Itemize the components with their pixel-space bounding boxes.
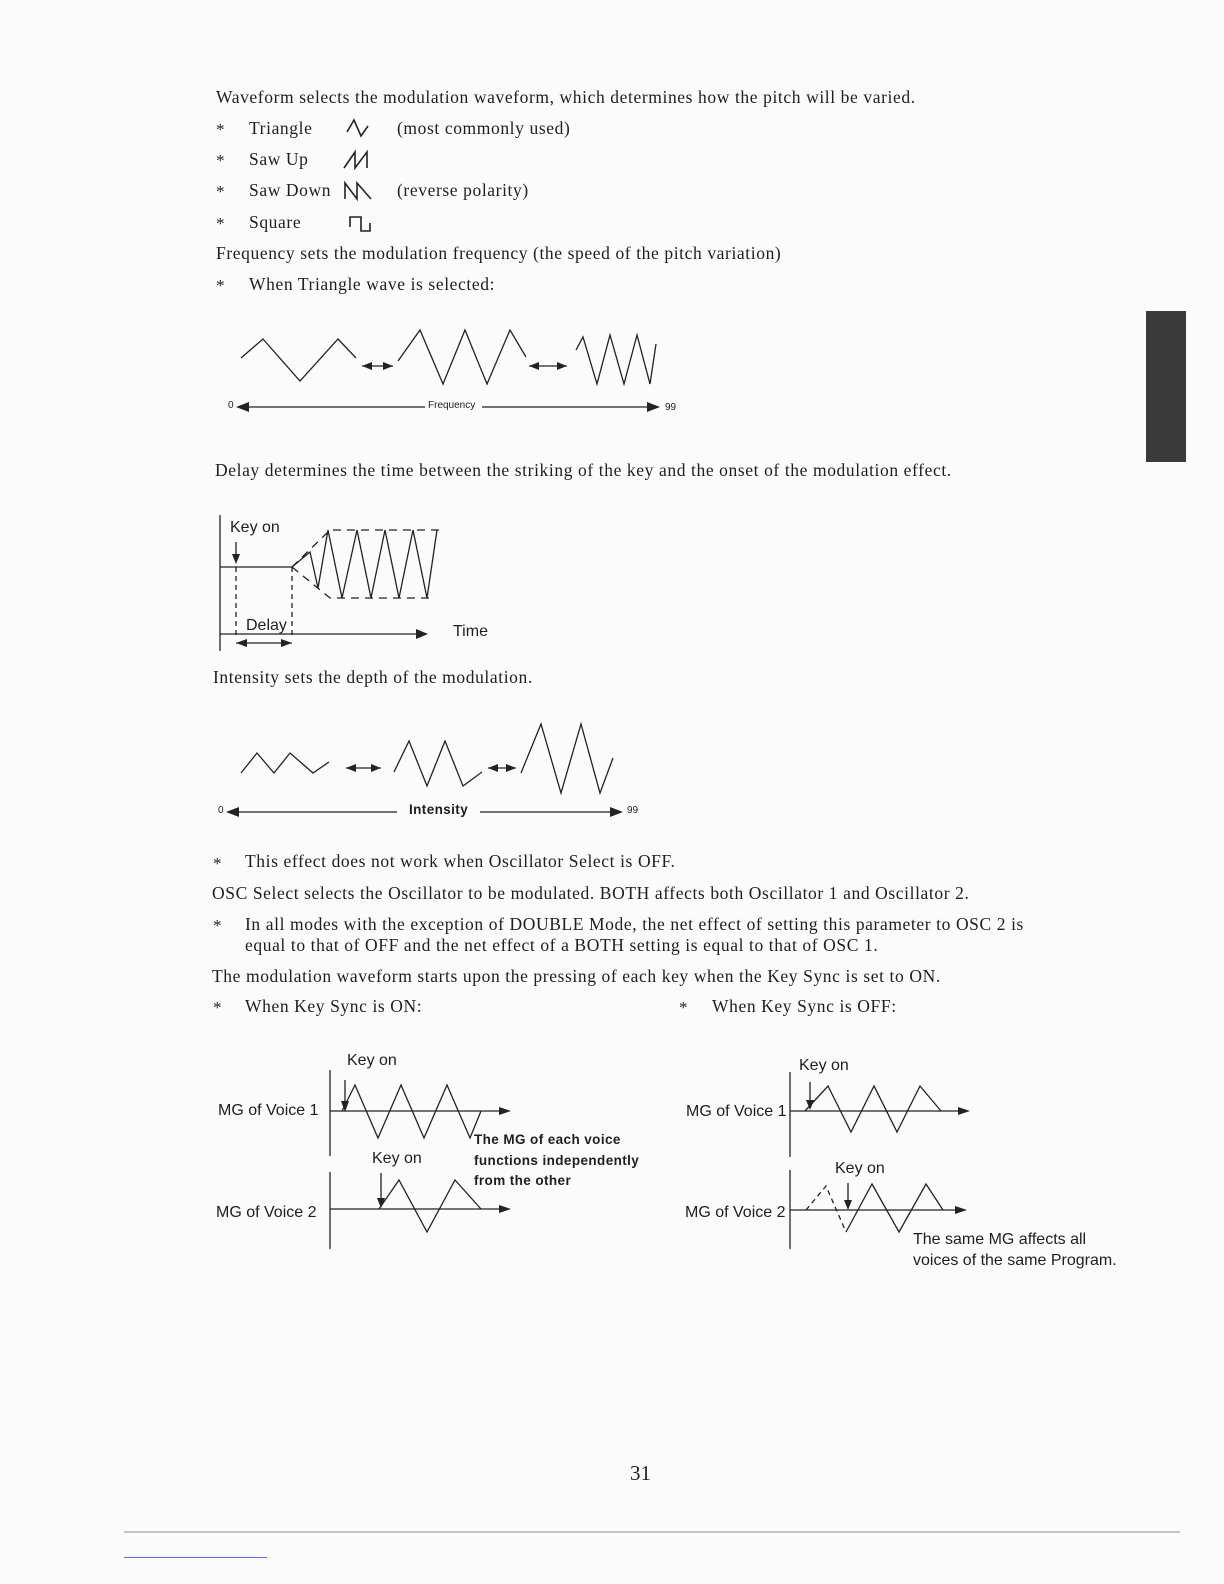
key-sync-paragraph: The modulation waveform starts upon the pressing of each key when the Key Sync is set to ON. — [212, 966, 941, 986]
sync-on-voice2-label: MG of Voice 2 — [216, 1204, 317, 1221]
waveform-paragraph: Waveform selects the modulation waveform, which determines how the pitch will be varied. — [216, 87, 916, 107]
sync-on-heading: When Key Sync is ON: — [245, 996, 423, 1016]
intensity-min-label: 0 — [218, 805, 224, 816]
sync-on-key-on-1-label: Key on — [347, 1052, 397, 1069]
osc-off-note: This effect does not work when Oscillator Select is OFF. — [245, 851, 676, 871]
bullet: * — [213, 916, 222, 935]
frequency-paragraph: Frequency sets the modulation frequency (the speed of the pitch variation) — [216, 243, 782, 263]
time-label: Time — [453, 623, 488, 640]
bullet: * — [216, 182, 225, 201]
sync-on-note-line: functions independently — [474, 1152, 640, 1168]
triangle-selected-note: When Triangle wave is selected: — [249, 274, 496, 294]
page-number: 31 — [630, 1461, 651, 1485]
bullet: * — [213, 998, 222, 1017]
intensity-axis-label: Intensity — [409, 802, 469, 817]
sync-off-key-on-1-label: Key on — [799, 1057, 849, 1074]
footer-rule — [124, 1531, 1180, 1533]
bullet: * — [216, 214, 225, 233]
sync-off-note — [913, 1229, 1117, 1271]
bullet: * — [679, 998, 688, 1017]
wave-option-note: (reverse polarity) — [397, 180, 529, 200]
wave-option-note: (most commonly used) — [397, 118, 571, 138]
frequency-max-label: 99 — [665, 402, 677, 413]
sync-off-voice2-label: MG of Voice 2 — [685, 1204, 786, 1221]
bullet: * — [213, 854, 222, 873]
modes-note-line2: equal to that of OFF and the net effect of a BOTH setting is equal to that of OSC 1. — [245, 935, 879, 955]
footer-accent-rule — [124, 1557, 267, 1558]
sync-off-voice1-label: MG of Voice 1 — [686, 1103, 787, 1120]
wave-option-name: Saw Up — [249, 149, 309, 169]
sync-off-note-line: The same MG affects all — [913, 1231, 1087, 1248]
sync-off-heading: When Key Sync is OFF: — [712, 996, 897, 1016]
sync-on-note-line: from the other — [474, 1173, 572, 1188]
sync-on-note-line: The MG of each voice — [474, 1132, 621, 1147]
modes-note-line1: In all modes with the exception of DOUBLE Mode, the net effect of setting this parameter to OSC 2 is — [245, 914, 1024, 934]
osc-select-paragraph: OSC Select selects the Oscillator to be modulated. BOTH affects both Oscillator 1 and Oscillator 2. — [212, 883, 970, 903]
delay-label: Delay — [246, 617, 287, 634]
wave-option-name: Square — [249, 212, 302, 232]
sync-on-key-on-2-label: Key on — [372, 1150, 422, 1167]
bullet: * — [216, 276, 225, 295]
sync-on-voice1-label: MG of Voice 1 — [218, 1102, 319, 1119]
bullet: * — [216, 151, 225, 170]
bullet: * — [216, 120, 225, 139]
sync-off-key-on-2-label: Key on — [835, 1160, 885, 1177]
delay-key-on-label: Key on — [230, 519, 280, 536]
frequency-axis-label: Frequency — [428, 400, 476, 411]
wave-option-name: Saw Down — [249, 180, 332, 200]
sync-off-note-line: voices of the same Program. — [913, 1252, 1117, 1269]
delay-paragraph: Delay determines the time between the striking of the key and the onset of the modulation effect. — [215, 460, 952, 480]
intensity-paragraph: Intensity sets the depth of the modulation. — [213, 667, 533, 687]
intensity-max-label: 99 — [627, 805, 639, 816]
frequency-min-label: 0 — [228, 400, 234, 411]
wave-option-name: Triangle — [249, 118, 313, 138]
